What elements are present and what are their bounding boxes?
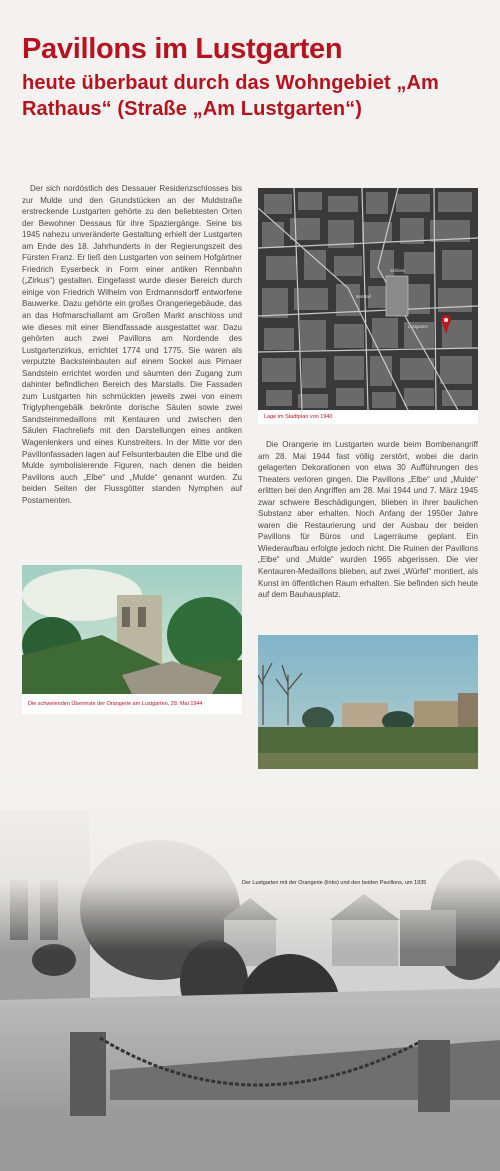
body-text-left: Der sich nordöstlich des Dessauer Residenzschlosses bis zur Mulde und den Grundstücken an der Muldstraße erstreckende Lustgarten gehörte zu den beliebtesten Orten der Bewohner Dessaus für ihre Spaziergänge. Seine bis 1945 nahezu unveränderte Gestaltung erhielt der Lustgarten am Ende des 18. Jahrhunderts in der Regierungszeit des Fürsten Franz. Er ließ den Lustgarten von seinem Hofgärtner Friedrich Eyserbeck in Form einer antiken Rennbahn („Zirkus“) gestalten. Eingefasst wurde dieser Bereich durch einige von Friedrich Wilhelm von Erdmannsdorff entworfene Bauwerke. Dazu gehörte ein großes Orangeriegebäude, das an das Hofmarschallamt am Großen Markt anschloss und wie dieses mit einer Blendfassade ausgestattet war. Dazu gehörten auch zwei Pavillons am Nordende des Lustgartenzirkus, errichtet 1774 und 1775. Sie waren als verputzte Backsteinbauten auf einem Sockel aus Pirnaer Sandstein errichtet worden und säumten den Zugang zum dahinter befindlichen Bereich des Marstalls. Die Fassaden zum Lustgarten hin schmückten jeweils zwei von einem Triglyphengebälk bekrönte dorische Säulen sowie zwei Sandsteinmedaillons mit Kentauren und zwischen den Säulen Flachreliefs mit den Darstellungen eines antiken Wagenlenkers und eines Kunstreiters. In der Mitte vor den Pavillonfassaden lagen auf Felsunterbauten die Elbe und die Mulde symbolisierende Figuren, nach denen die beiden Pavillons auch „Elbe“ und „Mulde“ genannt wurden. Zu beiden Seiten der Flussgötter standen Nymphen auf Postamenten. [22, 184, 242, 505]
page-title: Pavillons im Lustgarten [22, 33, 343, 65]
body-text-right: Die Orangerie im Lustgarten wurde beim Bombenangriff am 28. Mai 1944 fast völlig zerstört, wobei die darin gelagerten Dekorationen von etwa 30 Aufführungen des Theaters verloren gingen. Die Pavillons „Elbe“ und „Mulde“ erlitten bei den Angriffen am 28. Mai 1944 und 7. März 1945 zwar schwere Beschädigungen, blieben in ihrer baulichen Substanz aber erhalten. Noch Anfang der 1950er Jahre waren die Restaurierung und der Ausbau der beiden Pavillons für Büros und Lagerräume geplant. Ein Wiederaufbau erfolgte jedoch nicht. Die Ruinen der Pavillons „Elbe“ und „Mulde“ wurden 1965 abgerissen. Die vier Kentauren-Medaillons blieben, auf zwei „Würfel“ montiert, als Kunst im öffentlichen Raum erhalten. Sie befinden sich heute auf dem Bauhausplatz. [258, 440, 478, 600]
city-map-1940 [258, 188, 478, 410]
page-subtitle: heute überbaut durch das Wohngebiet „Am Rathaus“ (Straße „Am Lustgarten“) [22, 72, 439, 120]
photo-orangerie-ruins-1944 [22, 565, 242, 694]
map-label-marstall: Marstall [356, 294, 371, 299]
bottom-photo-caption: Der Lustgarten mit der Orangerie (links) und den beiden Pavillons, um 1935 [242, 880, 427, 886]
orangerie-caption: Die schwelenden Überreste der Orangerie am Lustgarten, 28. Mai 1944 [22, 694, 242, 714]
photo-pavilion-ruins-1944 [258, 635, 478, 769]
map-label-schloss: Schloss [390, 268, 405, 273]
map-caption: Lage im Stadtplan von 1940 [258, 410, 478, 424]
map-label-lustgarten: Lustgarten [408, 324, 428, 329]
photo-lustgarten-1935 [0, 770, 500, 1171]
